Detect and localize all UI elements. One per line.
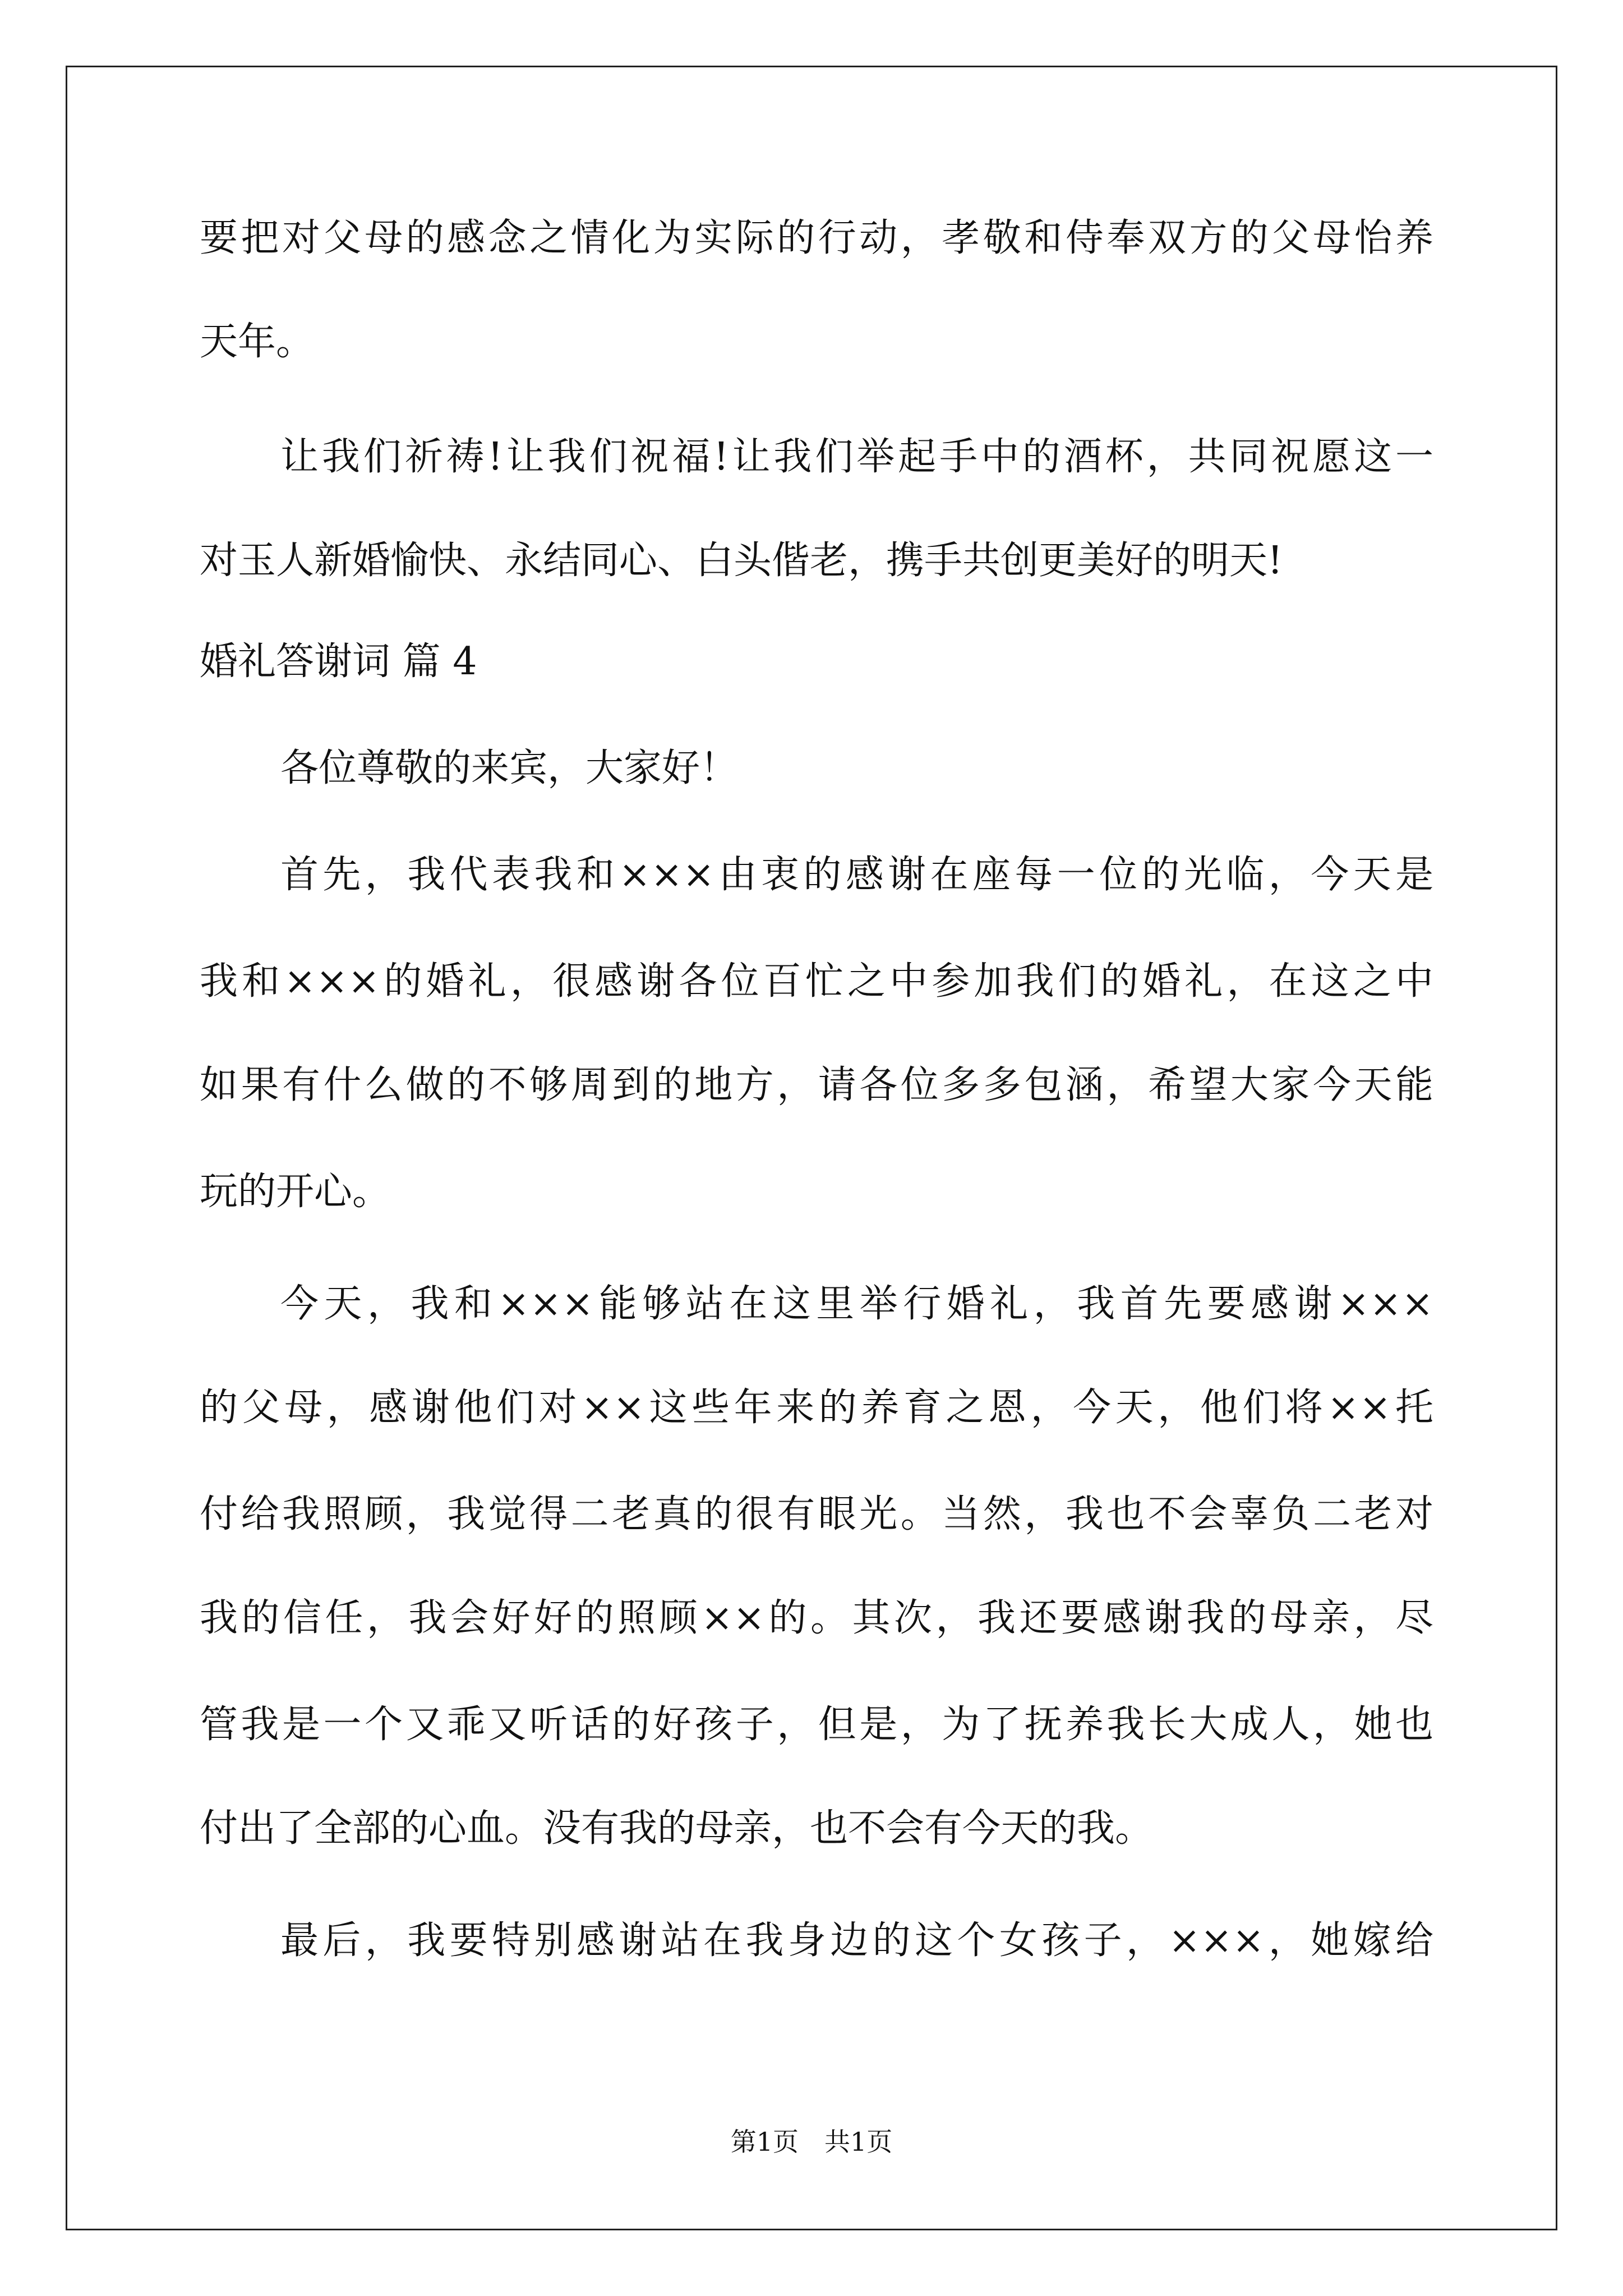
- text-line: 管我是一个又乖又听话的好孩子，但是，为了抚养我长大成人，她也: [200, 1703, 1433, 1747]
- text-line: 首先，我代表我和×××由衷的感谢在座每一位的光临，今天是: [280, 853, 1433, 897]
- text-line: 让我们祈祷!让我们祝福!让我们举起手中的酒杯，共同祝愿这一: [280, 435, 1433, 479]
- page-footer: 第1页 共1页: [730, 2127, 893, 2157]
- text-line: 最后，我要特别感谢站在我身边的这个女孩子，×××，她嫁给: [280, 1918, 1433, 1963]
- text-line: 对玉人新婚愉快、永结同心、白头偕老，携手共创更美好的明天!: [200, 539, 1283, 583]
- text-line: 的父母，感谢他们对××这些年来的养育之恩，今天，他们将××托: [200, 1386, 1433, 1430]
- text-line: 要把对父母的感念之情化为实际的行动，孝敬和侍奉双方的父母怡养: [200, 216, 1433, 260]
- text-line: 付给我照顾，我觉得二老真的很有眼光。当然，我也不会辜负二老对: [200, 1492, 1433, 1536]
- text-line: 我和×××的婚礼，很感谢各位百忙之中参加我们的婚礼，在这之中: [200, 959, 1433, 1004]
- text-line: 我的信任，我会好好的照顾××的。其次，我还要感谢我的母亲，尽: [200, 1596, 1433, 1640]
- text-line: 付出了全部的心血。没有我的母亲，也不会有今天的我。: [200, 1806, 1154, 1851]
- text-line: 如果有什么做的不够周到的地方，请各位多多包涵，希望大家今天能: [200, 1063, 1433, 1107]
- section-heading: 婚礼答谢词 篇 4: [200, 639, 477, 684]
- page-border: [66, 66, 1557, 2230]
- text-line: 玩的开心。: [200, 1170, 391, 1214]
- text-line: 天年。: [200, 320, 315, 364]
- text-line: 今天，我和×××能够站在这里举行婚礼，我首先要感谢×××: [280, 1282, 1433, 1326]
- text-line: 各位尊敬的来宾，大家好！: [280, 746, 739, 790]
